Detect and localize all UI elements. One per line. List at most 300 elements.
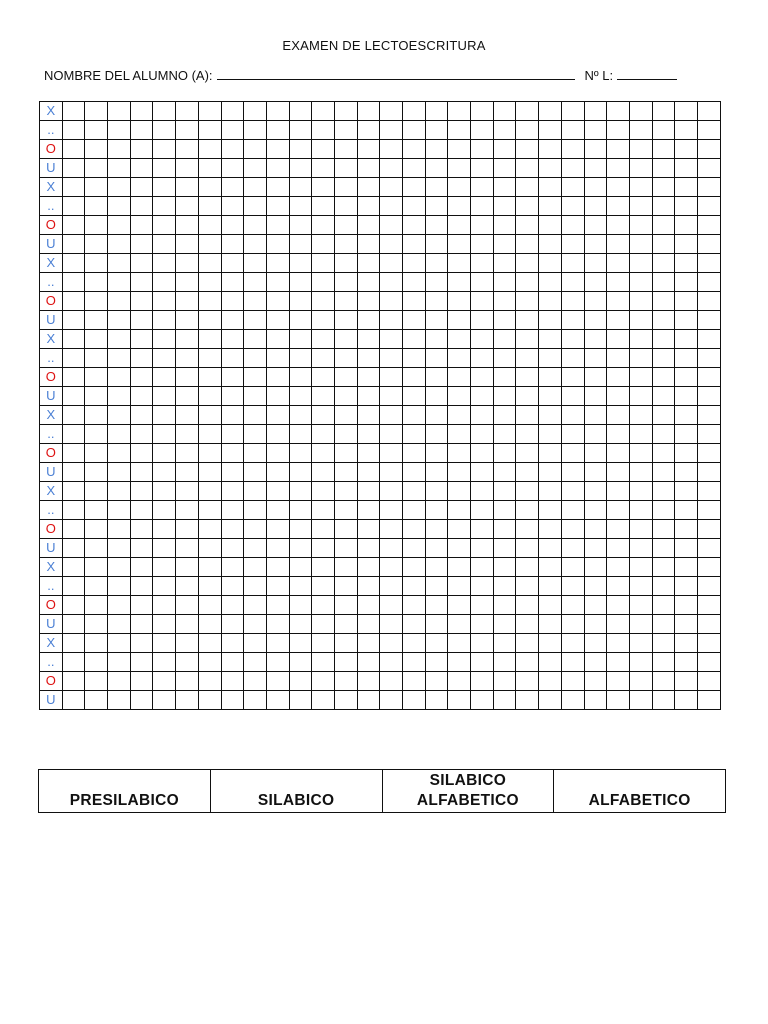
grid-cell[interactable] <box>176 311 199 330</box>
grid-cell[interactable] <box>629 425 652 444</box>
grid-cell[interactable] <box>380 520 403 539</box>
grid-cell[interactable] <box>130 311 153 330</box>
grid-cell[interactable] <box>607 520 630 539</box>
grid-cell[interactable] <box>652 254 675 273</box>
grid-cell[interactable] <box>130 197 153 216</box>
grid-cell[interactable] <box>675 520 698 539</box>
grid-cell[interactable] <box>425 577 448 596</box>
grid-cell[interactable] <box>244 254 267 273</box>
grid-cell[interactable] <box>198 691 221 710</box>
grid-cell[interactable] <box>153 463 176 482</box>
grid-cell[interactable] <box>153 349 176 368</box>
grid-cell[interactable] <box>403 539 426 558</box>
grid-cell[interactable] <box>561 159 584 178</box>
grid-cell[interactable] <box>357 197 380 216</box>
grid-cell[interactable] <box>85 102 108 121</box>
grid-cell[interactable] <box>312 178 335 197</box>
grid-cell[interactable] <box>471 539 494 558</box>
grid-cell[interactable] <box>176 425 199 444</box>
grid-cell[interactable] <box>697 178 720 197</box>
grid-cell[interactable] <box>312 349 335 368</box>
grid-cell[interactable] <box>266 425 289 444</box>
grid-cell[interactable] <box>584 330 607 349</box>
grid-cell[interactable] <box>312 121 335 140</box>
grid-cell[interactable] <box>539 482 562 501</box>
grid-cell[interactable] <box>607 653 630 672</box>
grid-cell[interactable] <box>62 121 85 140</box>
grid-cell[interactable] <box>425 273 448 292</box>
grid-cell[interactable] <box>448 558 471 577</box>
grid-cell[interactable] <box>561 368 584 387</box>
grid-cell[interactable] <box>607 444 630 463</box>
grid-cell[interactable] <box>516 330 539 349</box>
grid-cell[interactable] <box>198 558 221 577</box>
grid-cell[interactable] <box>334 349 357 368</box>
grid-cell[interactable] <box>176 577 199 596</box>
grid-cell[interactable] <box>561 121 584 140</box>
grid-cell[interactable] <box>629 140 652 159</box>
grid-cell[interactable] <box>471 368 494 387</box>
grid-cell[interactable] <box>266 102 289 121</box>
grid-cell[interactable] <box>380 140 403 159</box>
grid-cell[interactable] <box>675 596 698 615</box>
grid-cell[interactable] <box>153 197 176 216</box>
grid-cell[interactable] <box>62 311 85 330</box>
grid-cell[interactable] <box>516 501 539 520</box>
grid-cell[interactable] <box>85 672 108 691</box>
grid-cell[interactable] <box>221 387 244 406</box>
grid-cell[interactable] <box>357 368 380 387</box>
grid-cell[interactable] <box>334 330 357 349</box>
grid-cell[interactable] <box>108 691 131 710</box>
grid-cell[interactable] <box>85 482 108 501</box>
grid-cell[interactable] <box>312 672 335 691</box>
grid-cell[interactable] <box>403 615 426 634</box>
grid-cell[interactable] <box>403 311 426 330</box>
grid-cell[interactable] <box>425 520 448 539</box>
grid-cell[interactable] <box>153 501 176 520</box>
grid-cell[interactable] <box>85 292 108 311</box>
grid-cell[interactable] <box>697 330 720 349</box>
grid-cell[interactable] <box>652 311 675 330</box>
grid-cell[interactable] <box>266 615 289 634</box>
grid-cell[interactable] <box>380 102 403 121</box>
grid-cell[interactable] <box>312 558 335 577</box>
grid-cell[interactable] <box>516 216 539 235</box>
grid-cell[interactable] <box>652 634 675 653</box>
grid-cell[interactable] <box>697 520 720 539</box>
grid-cell[interactable] <box>471 444 494 463</box>
grid-cell[interactable] <box>584 558 607 577</box>
grid-cell[interactable] <box>448 672 471 691</box>
grid-cell[interactable] <box>584 387 607 406</box>
grid-cell[interactable] <box>539 349 562 368</box>
grid-cell[interactable] <box>244 691 267 710</box>
grid-cell[interactable] <box>516 520 539 539</box>
grid-cell[interactable] <box>357 596 380 615</box>
grid-cell[interactable] <box>198 520 221 539</box>
grid-cell[interactable] <box>403 292 426 311</box>
grid-cell[interactable] <box>130 235 153 254</box>
grid-cell[interactable] <box>153 178 176 197</box>
grid-cell[interactable] <box>539 387 562 406</box>
grid-cell[interactable] <box>516 235 539 254</box>
grid-cell[interactable] <box>108 330 131 349</box>
grid-cell[interactable] <box>130 273 153 292</box>
grid-cell[interactable] <box>130 520 153 539</box>
grid-cell[interactable] <box>62 330 85 349</box>
grid-cell[interactable] <box>357 330 380 349</box>
grid-cell[interactable] <box>62 216 85 235</box>
grid-cell[interactable] <box>85 425 108 444</box>
grid-cell[interactable] <box>221 140 244 159</box>
grid-cell[interactable] <box>221 653 244 672</box>
grid-cell[interactable] <box>130 159 153 178</box>
grid-cell[interactable] <box>85 216 108 235</box>
grid-cell[interactable] <box>108 368 131 387</box>
grid-cell[interactable] <box>516 197 539 216</box>
grid-cell[interactable] <box>425 178 448 197</box>
grid-cell[interactable] <box>357 235 380 254</box>
grid-cell[interactable] <box>108 406 131 425</box>
grid-cell[interactable] <box>266 159 289 178</box>
grid-cell[interactable] <box>108 178 131 197</box>
grid-cell[interactable] <box>266 577 289 596</box>
grid-cell[interactable] <box>403 197 426 216</box>
grid-cell[interactable] <box>629 444 652 463</box>
grid-cell[interactable] <box>108 482 131 501</box>
grid-cell[interactable] <box>130 691 153 710</box>
grid-cell[interactable] <box>448 444 471 463</box>
grid-cell[interactable] <box>561 653 584 672</box>
grid-cell[interactable] <box>561 254 584 273</box>
grid-cell[interactable] <box>561 197 584 216</box>
grid-cell[interactable] <box>244 406 267 425</box>
grid-cell[interactable] <box>108 349 131 368</box>
grid-cell[interactable] <box>244 311 267 330</box>
grid-cell[interactable] <box>425 425 448 444</box>
grid-cell[interactable] <box>584 197 607 216</box>
grid-cell[interactable] <box>289 653 312 672</box>
grid-cell[interactable] <box>266 216 289 235</box>
grid-cell[interactable] <box>108 615 131 634</box>
grid-cell[interactable] <box>561 539 584 558</box>
grid-cell[interactable] <box>516 368 539 387</box>
grid-cell[interactable] <box>629 311 652 330</box>
grid-cell[interactable] <box>130 444 153 463</box>
grid-cell[interactable] <box>312 520 335 539</box>
grid-cell[interactable] <box>607 615 630 634</box>
grid-cell[interactable] <box>539 520 562 539</box>
grid-cell[interactable] <box>380 311 403 330</box>
grid-cell[interactable] <box>62 387 85 406</box>
grid-cell[interactable] <box>289 482 312 501</box>
grid-cell[interactable] <box>85 444 108 463</box>
grid-cell[interactable] <box>108 444 131 463</box>
grid-cell[interactable] <box>334 558 357 577</box>
grid-cell[interactable] <box>539 368 562 387</box>
grid-cell[interactable] <box>289 311 312 330</box>
grid-cell[interactable] <box>289 672 312 691</box>
grid-cell[interactable] <box>493 444 516 463</box>
grid-cell[interactable] <box>334 273 357 292</box>
grid-cell[interactable] <box>244 558 267 577</box>
grid-cell[interactable] <box>516 691 539 710</box>
grid-cell[interactable] <box>62 634 85 653</box>
grid-cell[interactable] <box>425 140 448 159</box>
grid-cell[interactable] <box>561 330 584 349</box>
grid-cell[interactable] <box>176 368 199 387</box>
grid-cell[interactable] <box>675 482 698 501</box>
grid-cell[interactable] <box>493 254 516 273</box>
grid-cell[interactable] <box>289 387 312 406</box>
grid-cell[interactable] <box>652 482 675 501</box>
grid-cell[interactable] <box>244 520 267 539</box>
grid-cell[interactable] <box>493 102 516 121</box>
grid-cell[interactable] <box>244 330 267 349</box>
grid-cell[interactable] <box>425 615 448 634</box>
grid-cell[interactable] <box>471 615 494 634</box>
grid-cell[interactable] <box>403 159 426 178</box>
grid-cell[interactable] <box>334 691 357 710</box>
grid-cell[interactable] <box>153 539 176 558</box>
grid-cell[interactable] <box>539 672 562 691</box>
grid-cell[interactable] <box>198 330 221 349</box>
grid-cell[interactable] <box>108 463 131 482</box>
grid-cell[interactable] <box>516 634 539 653</box>
grid-cell[interactable] <box>584 425 607 444</box>
grid-cell[interactable] <box>312 425 335 444</box>
grid-cell[interactable] <box>403 140 426 159</box>
grid-cell[interactable] <box>516 140 539 159</box>
grid-cell[interactable] <box>221 634 244 653</box>
grid-cell[interactable] <box>176 672 199 691</box>
grid-cell[interactable] <box>62 197 85 216</box>
grid-cell[interactable] <box>652 387 675 406</box>
grid-cell[interactable] <box>493 273 516 292</box>
grid-cell[interactable] <box>198 121 221 140</box>
grid-cell[interactable] <box>629 349 652 368</box>
grid-cell[interactable] <box>471 121 494 140</box>
grid-cell[interactable] <box>539 558 562 577</box>
grid-cell[interactable] <box>176 691 199 710</box>
grid-cell[interactable] <box>561 444 584 463</box>
grid-cell[interactable] <box>539 577 562 596</box>
grid-cell[interactable] <box>471 102 494 121</box>
grid-cell[interactable] <box>62 482 85 501</box>
grid-cell[interactable] <box>221 501 244 520</box>
grid-cell[interactable] <box>539 159 562 178</box>
grid-cell[interactable] <box>629 387 652 406</box>
grid-cell[interactable] <box>629 577 652 596</box>
grid-cell[interactable] <box>675 691 698 710</box>
grid-cell[interactable] <box>471 387 494 406</box>
grid-cell[interactable] <box>85 558 108 577</box>
grid-cell[interactable] <box>607 159 630 178</box>
grid-cell[interactable] <box>675 615 698 634</box>
grid-cell[interactable] <box>403 273 426 292</box>
grid-cell[interactable] <box>675 349 698 368</box>
grid-cell[interactable] <box>471 558 494 577</box>
grid-cell[interactable] <box>697 596 720 615</box>
grid-cell[interactable] <box>607 349 630 368</box>
grid-cell[interactable] <box>425 387 448 406</box>
grid-cell[interactable] <box>448 463 471 482</box>
grid-cell[interactable] <box>448 615 471 634</box>
grid-cell[interactable] <box>334 311 357 330</box>
grid-cell[interactable] <box>198 311 221 330</box>
grid-cell[interactable] <box>539 691 562 710</box>
grid-cell[interactable] <box>539 444 562 463</box>
grid-cell[interactable] <box>108 520 131 539</box>
grid-cell[interactable] <box>85 615 108 634</box>
grid-cell[interactable] <box>334 406 357 425</box>
grid-cell[interactable] <box>539 273 562 292</box>
grid-cell[interactable] <box>584 178 607 197</box>
grid-cell[interactable] <box>312 463 335 482</box>
grid-cell[interactable] <box>289 216 312 235</box>
grid-cell[interactable] <box>629 406 652 425</box>
grid-cell[interactable] <box>108 102 131 121</box>
grid-cell[interactable] <box>561 102 584 121</box>
grid-cell[interactable] <box>108 558 131 577</box>
grid-cell[interactable] <box>85 634 108 653</box>
grid-cell[interactable] <box>652 425 675 444</box>
grid-cell[interactable] <box>629 121 652 140</box>
grid-cell[interactable] <box>198 273 221 292</box>
grid-cell[interactable] <box>334 482 357 501</box>
grid-cell[interactable] <box>380 634 403 653</box>
grid-cell[interactable] <box>675 121 698 140</box>
grid-cell[interactable] <box>334 254 357 273</box>
grid-cell[interactable] <box>289 140 312 159</box>
grid-cell[interactable] <box>221 368 244 387</box>
grid-cell[interactable] <box>85 349 108 368</box>
grid-cell[interactable] <box>629 368 652 387</box>
grid-cell[interactable] <box>675 634 698 653</box>
grid-cell[interactable] <box>516 482 539 501</box>
grid-cell[interactable] <box>675 197 698 216</box>
grid-cell[interactable] <box>198 159 221 178</box>
grid-cell[interactable] <box>584 102 607 121</box>
grid-cell[interactable] <box>584 520 607 539</box>
grid-cell[interactable] <box>176 216 199 235</box>
grid-cell[interactable] <box>130 558 153 577</box>
grid-cell[interactable] <box>130 292 153 311</box>
grid-cell[interactable] <box>221 444 244 463</box>
grid-cell[interactable] <box>675 311 698 330</box>
grid-cell[interactable] <box>471 653 494 672</box>
grid-cell[interactable] <box>221 330 244 349</box>
grid-cell[interactable] <box>62 273 85 292</box>
grid-cell[interactable] <box>153 311 176 330</box>
grid-cell[interactable] <box>85 121 108 140</box>
grid-cell[interactable] <box>425 444 448 463</box>
grid-cell[interactable] <box>266 653 289 672</box>
grid-cell[interactable] <box>448 235 471 254</box>
grid-cell[interactable] <box>629 463 652 482</box>
grid-cell[interactable] <box>629 482 652 501</box>
grid-cell[interactable] <box>221 216 244 235</box>
grid-cell[interactable] <box>471 463 494 482</box>
grid-cell[interactable] <box>380 425 403 444</box>
grid-cell[interactable] <box>471 406 494 425</box>
grid-cell[interactable] <box>357 406 380 425</box>
grid-cell[interactable] <box>584 501 607 520</box>
grid-cell[interactable] <box>403 653 426 672</box>
grid-cell[interactable] <box>153 254 176 273</box>
grid-cell[interactable] <box>221 406 244 425</box>
grid-cell[interactable] <box>448 653 471 672</box>
grid-cell[interactable] <box>198 539 221 558</box>
grid-cell[interactable] <box>448 539 471 558</box>
grid-cell[interactable] <box>516 444 539 463</box>
grid-cell[interactable] <box>448 577 471 596</box>
grid-cell[interactable] <box>130 387 153 406</box>
grid-cell[interactable] <box>675 501 698 520</box>
grid-cell[interactable] <box>153 653 176 672</box>
grid-cell[interactable] <box>697 197 720 216</box>
grid-cell[interactable] <box>85 691 108 710</box>
grid-cell[interactable] <box>244 121 267 140</box>
grid-cell[interactable] <box>334 653 357 672</box>
grid-cell[interactable] <box>629 292 652 311</box>
grid-cell[interactable] <box>334 140 357 159</box>
grid-cell[interactable] <box>425 311 448 330</box>
grid-cell[interactable] <box>584 311 607 330</box>
grid-cell[interactable] <box>380 653 403 672</box>
grid-cell[interactable] <box>357 558 380 577</box>
grid-cell[interactable] <box>697 254 720 273</box>
grid-cell[interactable] <box>584 691 607 710</box>
grid-cell[interactable] <box>289 539 312 558</box>
grid-cell[interactable] <box>697 292 720 311</box>
grid-cell[interactable] <box>221 292 244 311</box>
grid-cell[interactable] <box>221 596 244 615</box>
grid-cell[interactable] <box>652 197 675 216</box>
grid-cell[interactable] <box>697 368 720 387</box>
grid-cell[interactable] <box>198 577 221 596</box>
grid-cell[interactable] <box>584 254 607 273</box>
grid-cell[interactable] <box>652 406 675 425</box>
grid-cell[interactable] <box>130 672 153 691</box>
grid-cell[interactable] <box>198 387 221 406</box>
grid-cell[interactable] <box>471 254 494 273</box>
grid-cell[interactable] <box>108 216 131 235</box>
grid-cell[interactable] <box>607 539 630 558</box>
grid-cell[interactable] <box>607 254 630 273</box>
grid-cell[interactable] <box>244 102 267 121</box>
grid-cell[interactable] <box>85 330 108 349</box>
grid-cell[interactable] <box>675 102 698 121</box>
grid-cell[interactable] <box>675 159 698 178</box>
grid-cell[interactable] <box>448 159 471 178</box>
grid-cell[interactable] <box>334 596 357 615</box>
grid-cell[interactable] <box>198 406 221 425</box>
grid-cell[interactable] <box>652 178 675 197</box>
grid-cell[interactable] <box>493 653 516 672</box>
grid-cell[interactable] <box>471 577 494 596</box>
grid-cell[interactable] <box>85 311 108 330</box>
grid-cell[interactable] <box>266 121 289 140</box>
grid-cell[interactable] <box>516 178 539 197</box>
grid-cell[interactable] <box>357 615 380 634</box>
grid-cell[interactable] <box>607 425 630 444</box>
grid-cell[interactable] <box>153 615 176 634</box>
grid-cell[interactable] <box>493 387 516 406</box>
grid-cell[interactable] <box>493 672 516 691</box>
grid-cell[interactable] <box>493 425 516 444</box>
